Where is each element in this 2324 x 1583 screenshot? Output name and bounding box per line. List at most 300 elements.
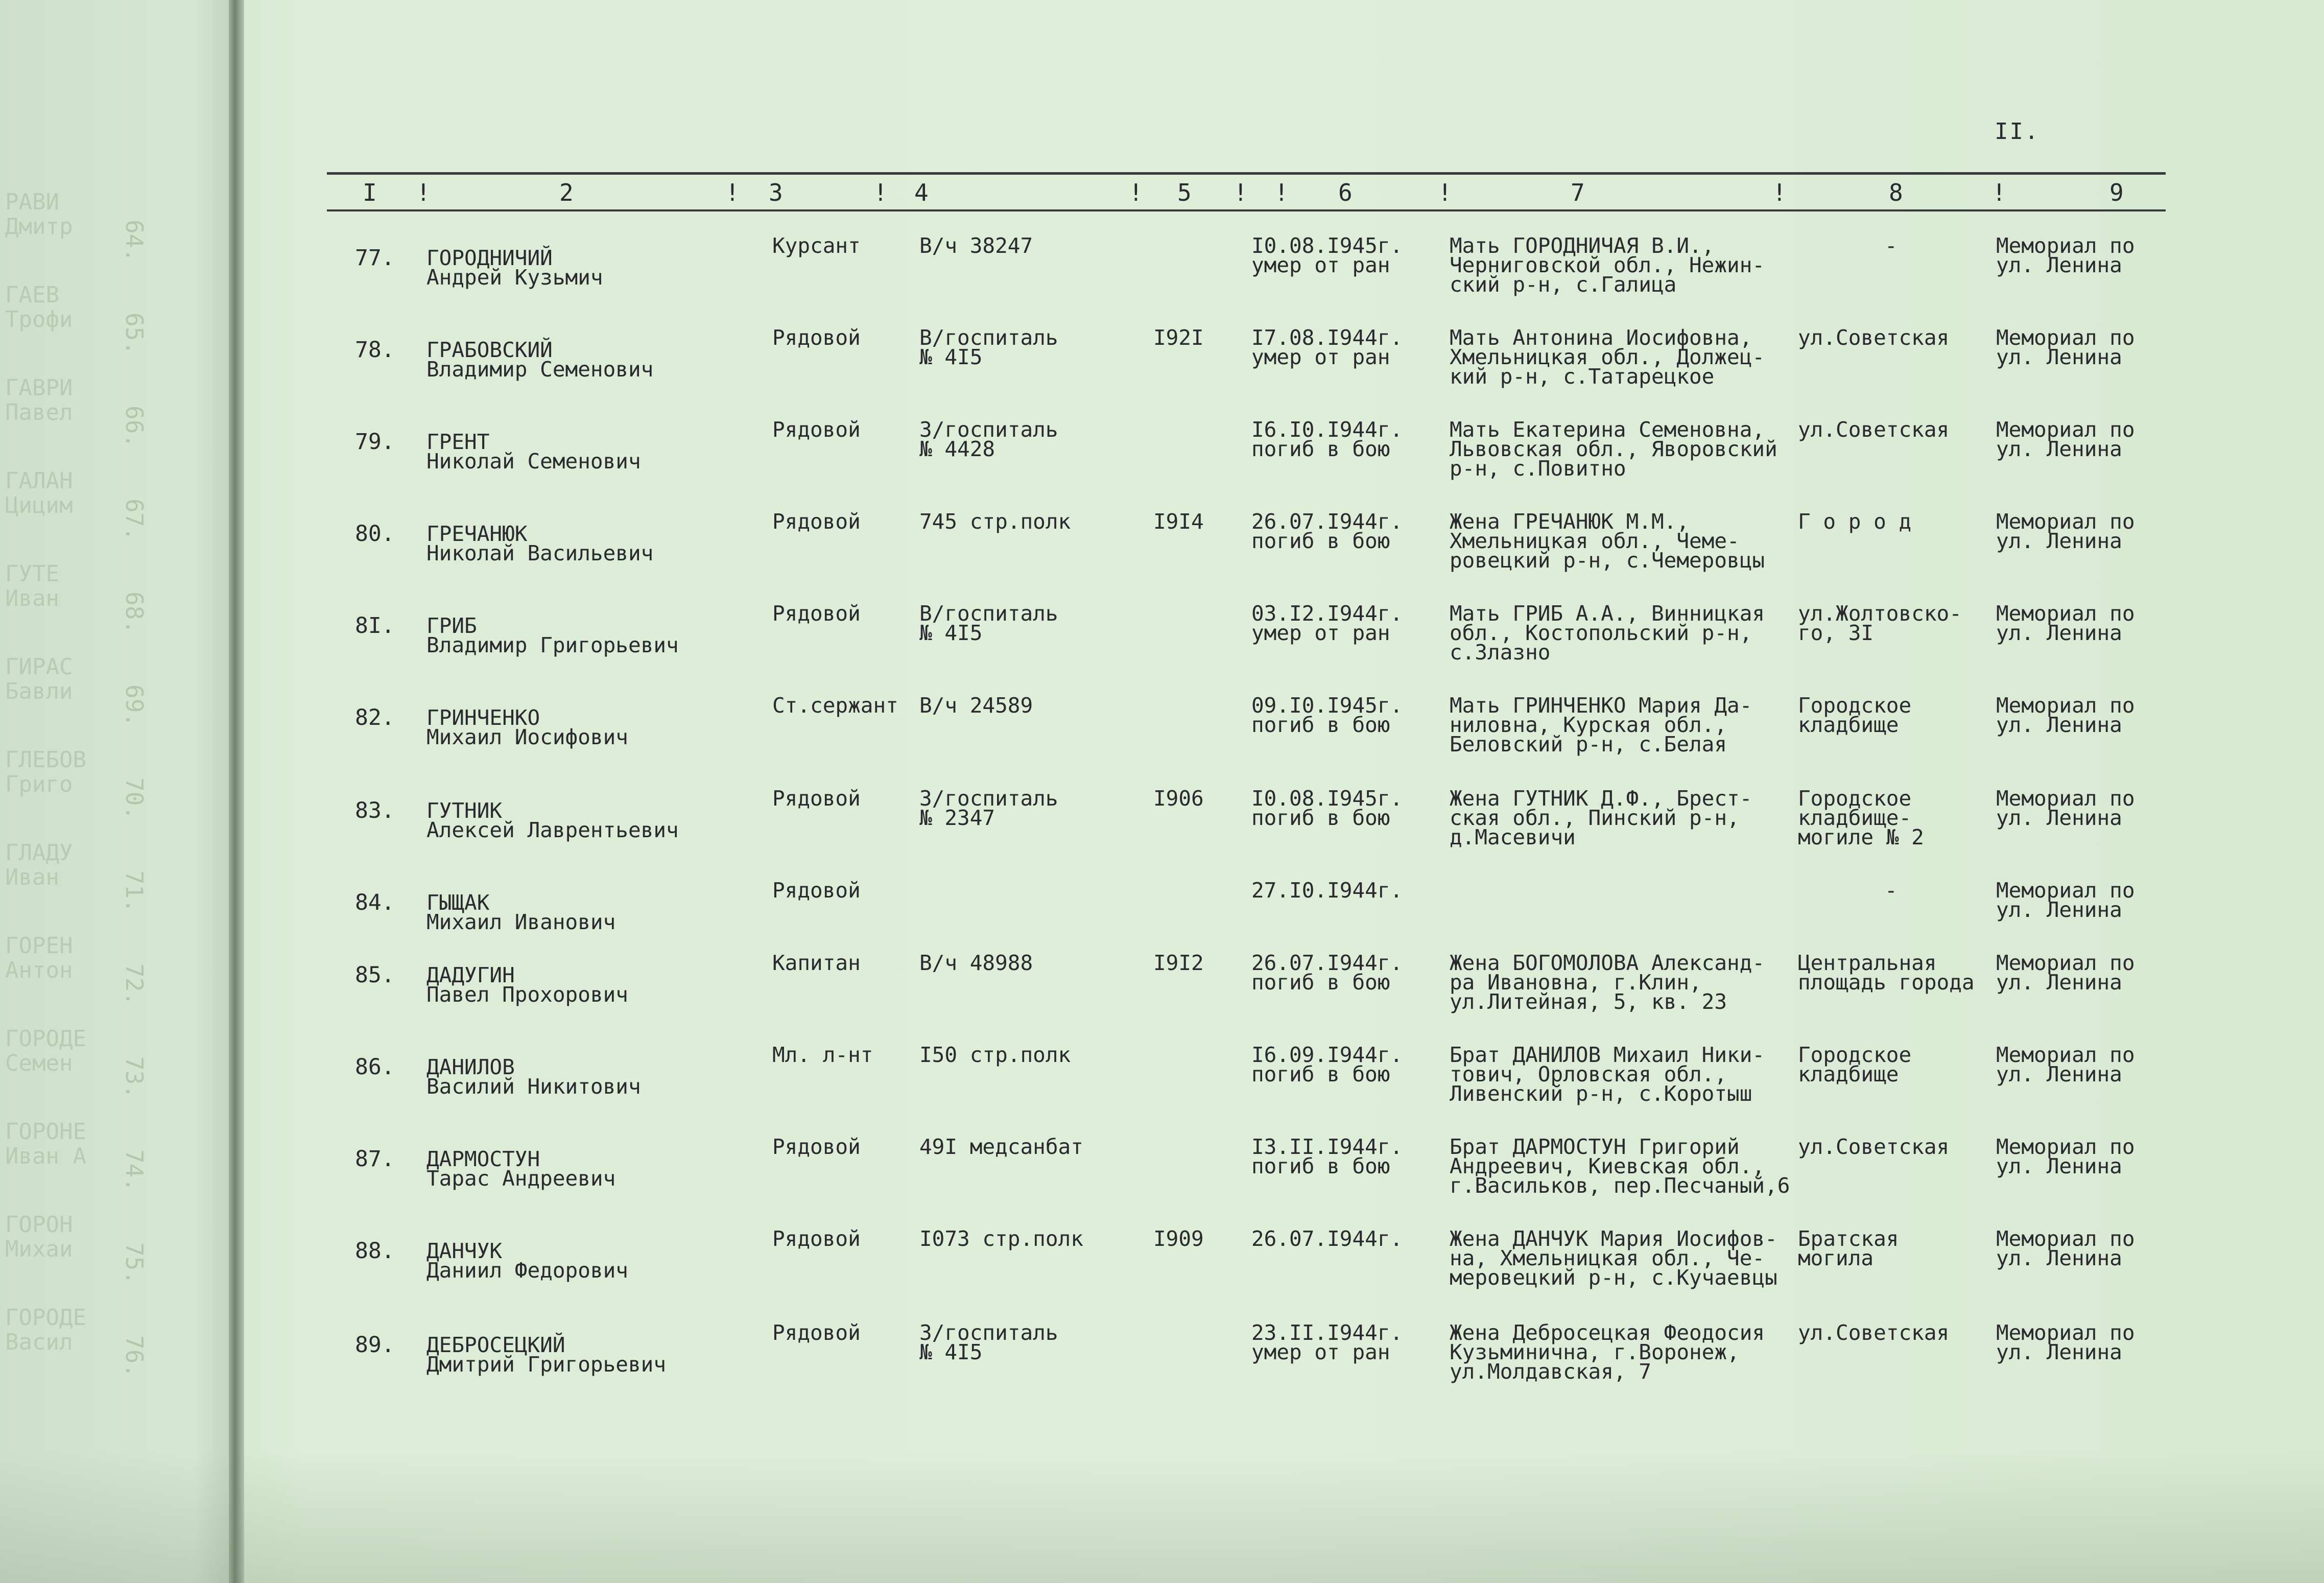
register-entry bbox=[0, 1045, 2324, 1132]
entry-date bbox=[1251, 509, 1403, 553]
entry-date-line: I3.II.I944г. bbox=[1251, 1135, 1403, 1159]
entry-rank: Рядовой bbox=[772, 786, 861, 811]
entry-burial-place-line: могиле № 2 bbox=[1798, 825, 1924, 849]
entry-burial-place bbox=[1885, 233, 1898, 258]
entry-relatives-line: тович, Орловская обл., bbox=[1450, 1062, 1727, 1086]
entry-number: 89. bbox=[355, 1332, 395, 1358]
entry-unit-line: № 4428 bbox=[919, 437, 995, 461]
entry-burial-place-line: ул.Советская bbox=[1798, 1320, 1950, 1345]
entry-name bbox=[426, 890, 616, 934]
entry-name-line: Николай Васильевич bbox=[426, 541, 654, 565]
entry-burial-place bbox=[1798, 1135, 1950, 1159]
entry-date-line: погиб в бою bbox=[1251, 806, 1390, 830]
entry-number: 82. bbox=[355, 705, 395, 730]
entry-memorial bbox=[1996, 601, 2135, 645]
entry-memorial-line: ул. Ленина bbox=[1996, 1154, 2122, 1178]
column-separator: ! bbox=[725, 179, 740, 206]
entry-memorial bbox=[1996, 325, 2135, 369]
column-header-1: I bbox=[363, 179, 377, 206]
entry-burial-place bbox=[1798, 509, 1912, 534]
entry-rank: Рядовой bbox=[772, 1226, 861, 1251]
left-page-text-fragment: Иван bbox=[5, 864, 59, 890]
entry-burial-place-line: Городское bbox=[1798, 786, 1912, 811]
entry-date bbox=[1251, 325, 1403, 369]
entry-rank: Рядовой bbox=[772, 325, 861, 350]
entry-memorial bbox=[1996, 786, 2135, 830]
entry-relatives bbox=[1450, 786, 1752, 849]
entry-relatives-line: ский р-н, с.Галица bbox=[1450, 272, 1677, 297]
left-page-text-fragment: ГАЛАН bbox=[5, 468, 73, 494]
entry-name-line: ДАНИЛОВ bbox=[426, 1055, 515, 1079]
entry-burial-place-line: кладбище- bbox=[1798, 806, 1912, 830]
entry-name-line: ГОРОДНИЧИЙ bbox=[426, 246, 553, 270]
entry-name bbox=[426, 430, 641, 474]
entry-name-line: ГРЕЧАНЮК bbox=[426, 522, 528, 546]
entry-date bbox=[1251, 693, 1403, 737]
entry-unit-line: В/ч 38247 bbox=[919, 233, 1033, 258]
entry-date-line: умер от ран bbox=[1251, 345, 1390, 369]
entry-unit bbox=[919, 1226, 1083, 1251]
entry-relatives-line: ра Ивановна, г.Клин, bbox=[1450, 970, 1702, 995]
entry-relatives-line: ул.Литейная, 5, кв. 23 bbox=[1450, 989, 1727, 1014]
entry-memorial-line: ул. Ленина bbox=[1996, 529, 2122, 553]
left-page-text-fragment: ГОРОН bbox=[5, 1212, 73, 1238]
entry-number: 80. bbox=[355, 521, 395, 547]
entry-name-line: ГРАБОВСКИЙ bbox=[426, 338, 553, 362]
column-separator: ! bbox=[1129, 179, 1143, 206]
entry-unit-line: I50 стр.полк bbox=[919, 1043, 1071, 1067]
entry-unit-line: З/госпиталь bbox=[919, 417, 1058, 442]
entry-memorial bbox=[1996, 1320, 2135, 1364]
entry-number: 79. bbox=[355, 429, 395, 455]
entry-rank: Рядовой bbox=[772, 601, 861, 626]
entry-relatives-line: ровецкий р-н, с.Чемеровцы bbox=[1450, 548, 1765, 573]
entry-name-line: ГРИНЧЕНКО bbox=[426, 705, 540, 730]
entry-date-line: погиб в бою bbox=[1251, 437, 1390, 461]
entry-unit-line: З/госпиталь bbox=[919, 786, 1058, 811]
entry-name bbox=[426, 246, 603, 290]
entry-name-line: Николай Семенович bbox=[426, 449, 641, 474]
entry-relatives-line: Черниговской обл., Нежин- bbox=[1450, 253, 1765, 277]
entry-date-line: погиб в бою bbox=[1251, 1154, 1390, 1178]
entry-burial-place bbox=[1798, 951, 1975, 995]
column-header-6: 6 bbox=[1338, 179, 1353, 206]
entry-number: 83. bbox=[355, 798, 395, 823]
entry-name-line: Владимир Семенович bbox=[426, 357, 654, 382]
entry-memorial-line: Мемориал по bbox=[1996, 786, 2135, 811]
entry-number: 84. bbox=[355, 890, 395, 915]
entry-name bbox=[426, 1147, 616, 1191]
entry-memorial bbox=[1996, 1137, 2135, 1176]
entry-unit bbox=[919, 693, 1033, 718]
left-page-text-fragment: ГОРОДЕ bbox=[5, 1305, 86, 1331]
header-top-rule bbox=[327, 172, 2166, 175]
entry-memorial-line: ул. Ленина bbox=[1996, 621, 2122, 645]
entry-name-line: Андрей Кузьмич bbox=[426, 265, 603, 290]
entry-date bbox=[1251, 878, 1403, 903]
left-page-number-fragment: 75. bbox=[121, 1242, 148, 1285]
register-entry bbox=[0, 786, 2324, 876]
left-page-number-fragment: 64. bbox=[121, 220, 148, 263]
register-entry bbox=[0, 509, 2324, 599]
entry-date bbox=[1251, 951, 1403, 995]
entry-burial-place bbox=[1798, 1320, 1950, 1345]
entry-name-line: ГРИБ bbox=[426, 613, 477, 638]
entry-unit bbox=[919, 233, 1033, 258]
entry-relatives-line: ская обл., Пинский р-н, bbox=[1450, 806, 1740, 830]
entry-relatives-line: Брат ДАНИЛОВ Михаил Ники- bbox=[1450, 1043, 1765, 1067]
entry-number: 88. bbox=[355, 1238, 395, 1264]
entry-relatives-line: Брат ДАРМОСТУН Григорий bbox=[1450, 1135, 1740, 1159]
entry-date-line: погиб в бою bbox=[1251, 1062, 1390, 1086]
entry-date-line: 09.I0.I945г. bbox=[1251, 693, 1403, 718]
entry-relatives-line: на, Хмельницкая обл., Че- bbox=[1450, 1246, 1765, 1270]
entry-relatives-line: Ливенский р-н, с.Коротыш bbox=[1450, 1081, 1752, 1106]
entry-date bbox=[1251, 1226, 1403, 1251]
entry-unit bbox=[919, 509, 1071, 534]
entry-rank: Рядовой bbox=[772, 417, 861, 442]
entry-unit bbox=[919, 786, 1058, 830]
entry-relatives bbox=[1450, 1135, 1790, 1198]
entry-name-line: ГЫЩАК bbox=[426, 890, 490, 915]
entry-burial-place bbox=[1798, 786, 1924, 849]
entry-date-line: 27.I0.I944г. bbox=[1251, 878, 1403, 903]
left-page-text-fragment: ГАЕВ bbox=[5, 282, 59, 308]
entry-rank: Рядовой bbox=[772, 878, 861, 903]
entry-rank: Рядовой bbox=[772, 1320, 861, 1345]
entry-relatives-line: р-н, с.Повитно bbox=[1450, 456, 1626, 481]
left-page-text-fragment: ГЛЕБОВ bbox=[5, 747, 86, 773]
entry-relatives-line: ул.Молдавская, 7 bbox=[1450, 1359, 1651, 1384]
entry-date bbox=[1251, 1045, 1403, 1084]
entry-unit-line: I073 стр.полк bbox=[919, 1226, 1083, 1251]
entry-unit bbox=[919, 1320, 1058, 1364]
register-entry bbox=[0, 417, 2324, 507]
register-entry bbox=[0, 953, 2324, 1040]
entry-relatives bbox=[1450, 509, 1765, 573]
entry-burial-place bbox=[1798, 325, 1950, 350]
entry-unit-line: В/ч 24589 bbox=[919, 693, 1033, 718]
left-page-number-fragment: 74. bbox=[121, 1149, 148, 1192]
column-separator: ! bbox=[1772, 179, 1787, 206]
entry-memorial bbox=[1996, 693, 2135, 737]
left-page-text-fragment: Трофи bbox=[5, 306, 73, 333]
left-page-text-fragment: ГЛАДУ bbox=[5, 840, 73, 866]
entry-birth-year: I909 bbox=[1153, 1226, 1204, 1251]
register-entry bbox=[0, 233, 2324, 323]
entry-name-line: Владимир Григорьевич bbox=[426, 633, 679, 657]
entry-name bbox=[426, 613, 679, 657]
left-page-number-fragment: 71. bbox=[121, 870, 148, 913]
header-bottom-rule bbox=[327, 209, 2166, 211]
left-page-text-fragment: Семен bbox=[5, 1050, 73, 1076]
entry-relatives-line: Беловский р-н, с.Белая bbox=[1450, 732, 1727, 757]
entry-name-line: ДАНЧУК bbox=[426, 1239, 503, 1263]
entry-date bbox=[1251, 233, 1403, 277]
entry-date-line: 26.07.I944г. bbox=[1251, 951, 1403, 975]
entry-memorial bbox=[1996, 417, 2135, 461]
entry-burial-place-line: Городское bbox=[1798, 1043, 1912, 1067]
column-separator: ! bbox=[416, 179, 431, 206]
entry-relatives-line: Мать ГОРОДНИЧАЯ В.И., bbox=[1450, 233, 1715, 258]
entry-date-line: 23.II.I944г. bbox=[1251, 1320, 1403, 1345]
column-header-7: 7 bbox=[1571, 179, 1585, 206]
entry-name-line: ГРЕНТ bbox=[426, 430, 490, 454]
entry-date-line: I6.09.I944г. bbox=[1251, 1043, 1403, 1067]
entry-number: 87. bbox=[355, 1146, 395, 1172]
register-entry bbox=[0, 325, 2324, 415]
entry-name-line: Василий Никитович bbox=[426, 1074, 641, 1099]
entry-relatives bbox=[1450, 233, 1765, 297]
left-page-number-fragment: 76. bbox=[121, 1335, 148, 1378]
entry-rank: Ст.сержант bbox=[772, 693, 898, 718]
column-header-9: 9 bbox=[2109, 179, 2124, 206]
entry-name bbox=[426, 705, 628, 749]
left-page-text-fragment: РАВИ bbox=[5, 189, 59, 215]
entry-date-line: умер от ран bbox=[1251, 1340, 1390, 1364]
entry-birth-year: I9I4 bbox=[1153, 509, 1204, 534]
column-header-4: 4 bbox=[914, 179, 929, 206]
left-page-number-fragment: 68. bbox=[121, 592, 148, 634]
entry-burial-place-line: кладбище bbox=[1798, 1062, 1899, 1086]
entry-memorial bbox=[1996, 509, 2135, 553]
entry-relatives bbox=[1450, 325, 1765, 389]
entry-burial-place-line: Городское bbox=[1798, 693, 1912, 718]
entry-date-line: погиб в бою bbox=[1251, 529, 1390, 553]
entry-burial-place-line: - bbox=[1885, 233, 1898, 258]
entry-memorial-line: ул. Ленина bbox=[1996, 253, 2122, 277]
entry-rank: Капитан bbox=[772, 951, 861, 975]
entry-burial-place-line: ул.Жолтовско- bbox=[1798, 601, 1962, 626]
entry-number: 8I. bbox=[355, 613, 395, 639]
entry-relatives-line: Львовская обл., Яворовский bbox=[1450, 437, 1777, 461]
entry-burial-place bbox=[1798, 601, 1962, 645]
entry-name-line: ДАРМОСТУН bbox=[426, 1147, 540, 1171]
entry-memorial bbox=[1996, 233, 2135, 277]
column-separator: ! bbox=[1438, 179, 1452, 206]
entry-relatives-line: Кузьминична, г.Воронеж, bbox=[1450, 1340, 1740, 1364]
entry-date-line: I7.08.I944г. bbox=[1251, 325, 1403, 350]
entry-memorial-line: Мемориал по bbox=[1996, 601, 2135, 626]
entry-name-line: Павел Прохорович bbox=[426, 982, 628, 1007]
entry-rank: Рядовой bbox=[772, 1135, 861, 1159]
entry-memorial bbox=[1996, 951, 2135, 995]
register-entry bbox=[0, 1320, 2324, 1410]
entry-relatives bbox=[1450, 1320, 1765, 1384]
left-page-number-fragment: 72. bbox=[121, 963, 148, 1006]
entry-name-line: ГУТНИК bbox=[426, 798, 503, 823]
entry-relatives-line: Жена Дебросецкая Феодосия bbox=[1450, 1320, 1765, 1345]
column-separator: ! bbox=[1274, 179, 1289, 206]
entry-memorial-line: Мемориал по bbox=[1996, 1320, 2135, 1345]
column-header-3: 3 bbox=[769, 179, 783, 206]
entry-date bbox=[1251, 786, 1403, 830]
entry-name bbox=[426, 338, 654, 382]
left-page-text-fragment: ГУТЕ bbox=[5, 561, 59, 587]
entry-relatives-line: Мать ГРИБ А.А., Винницкая bbox=[1450, 601, 1765, 626]
entry-name bbox=[426, 524, 653, 563]
entry-burial-place-line: Братская bbox=[1798, 1226, 1899, 1251]
entry-burial-place-line: могила bbox=[1798, 1246, 1874, 1270]
entry-memorial-line: Мемориал по bbox=[1996, 325, 2135, 350]
entry-rank: Мл. л-нт bbox=[772, 1043, 873, 1067]
left-page-number-fragment: 67. bbox=[121, 499, 148, 541]
left-page-text-fragment: Васил bbox=[5, 1329, 73, 1355]
entry-memorial-line: Мемориал по bbox=[1996, 417, 2135, 442]
entry-memorial-line: ул. Ленина bbox=[1996, 1062, 2122, 1086]
entry-date-line: умер от ран bbox=[1251, 253, 1390, 277]
entry-relatives bbox=[1450, 951, 1765, 1014]
entry-relatives-line: Хмельницкая обл., Чеме- bbox=[1450, 529, 1740, 553]
entry-relatives bbox=[1450, 693, 1752, 757]
entry-unit-line: № 4I5 bbox=[919, 345, 983, 369]
entry-rank: Курсант bbox=[772, 233, 861, 258]
page-number: II. bbox=[1995, 119, 2040, 145]
entry-memorial-line: Мемориал по bbox=[1996, 509, 2135, 534]
entry-unit bbox=[919, 1045, 1071, 1065]
entry-relatives-line: с.Злазно bbox=[1450, 640, 1551, 665]
entry-date-line: умер от ран bbox=[1251, 621, 1390, 645]
left-page-text-fragment: Дмитр bbox=[5, 214, 73, 240]
entry-name-line: ДАДУГИН bbox=[426, 963, 515, 987]
entry-relatives bbox=[1450, 1226, 1777, 1290]
entry-relatives-line: Жена ГРЕЧАНЮК М.М., bbox=[1450, 509, 1689, 534]
left-page-text-fragment: Антон bbox=[5, 957, 73, 983]
left-page-text-fragment: Цицим bbox=[5, 492, 73, 518]
entry-unit bbox=[919, 953, 1033, 973]
entry-burial-place bbox=[1798, 693, 1912, 737]
entry-unit-line: З/госпиталь bbox=[919, 1320, 1058, 1345]
entry-relatives bbox=[1450, 417, 1777, 481]
left-page-number-fragment: 70. bbox=[121, 777, 148, 820]
entry-name bbox=[426, 963, 628, 1007]
entry-date-line: погиб в бою bbox=[1251, 713, 1390, 737]
left-page-number-fragment: 66. bbox=[121, 406, 148, 448]
entry-unit-line: В/госпиталь bbox=[919, 325, 1058, 350]
entry-relatives-line: Андреевич, Киевская обл., bbox=[1450, 1154, 1765, 1178]
left-page-text-fragment: Михаи bbox=[5, 1236, 73, 1262]
entry-memorial bbox=[1996, 878, 2135, 922]
register-entry bbox=[0, 1226, 2324, 1316]
entry-memorial-line: Мемориал по bbox=[1996, 1226, 2135, 1251]
left-page-text-fragment: Бавли bbox=[5, 678, 73, 704]
entry-unit-line: № 4I5 bbox=[919, 1340, 983, 1364]
entry-unit bbox=[919, 601, 1058, 645]
register-entry bbox=[0, 1137, 2324, 1224]
entry-relatives-line: Жена ГУТНИК Д.Ф., Брест- bbox=[1450, 786, 1752, 811]
entry-date bbox=[1251, 1137, 1403, 1176]
left-page-text-fragment: ГАВРИ bbox=[5, 375, 73, 401]
entry-number: 77. bbox=[355, 245, 395, 271]
left-page-number-fragment: 65. bbox=[121, 313, 148, 356]
entry-memorial-line: ул. Ленина bbox=[1996, 345, 2122, 369]
entry-memorial-line: ул. Ленина bbox=[1996, 1246, 2122, 1270]
column-header-row bbox=[327, 179, 2166, 208]
entry-birth-year: I9I2 bbox=[1153, 951, 1204, 975]
entry-unit-line: 745 стр.полк bbox=[919, 509, 1071, 534]
entry-date bbox=[1251, 601, 1403, 645]
entry-name-line: Алексей Лаврентьевич bbox=[426, 818, 679, 842]
left-page-text-fragment: Григо bbox=[5, 771, 73, 797]
left-page-number-fragment: 73. bbox=[121, 1056, 148, 1099]
page-shadow bbox=[0, 1451, 2324, 1583]
entry-name-line: ДЕБРОСЕЦКИЙ bbox=[426, 1333, 565, 1357]
entry-date-line: I0.08.I945г. bbox=[1251, 233, 1403, 258]
column-header-8: 8 bbox=[1889, 179, 1903, 206]
entry-burial-place-line: Центральная bbox=[1798, 951, 1937, 975]
entry-name bbox=[426, 798, 679, 842]
entry-relatives-line: меровецкий р-н, с.Кучаевцы bbox=[1450, 1265, 1777, 1290]
entry-relatives-line: Мать ГРИНЧЕНКО Мария Да- bbox=[1450, 693, 1752, 718]
entry-memorial-line: ул. Ленина bbox=[1996, 897, 2122, 922]
entry-memorial bbox=[1996, 1226, 2135, 1270]
entry-burial-place bbox=[1798, 417, 1950, 442]
entry-relatives-line: Мать Екатерина Семеновна, bbox=[1450, 417, 1765, 442]
entry-burial-place-line: го, 3I bbox=[1798, 621, 1874, 645]
entry-relatives-line: Жена ДАНЧУК Мария Иосифов- bbox=[1450, 1226, 1777, 1251]
entry-rank: Рядовой bbox=[772, 509, 861, 534]
entry-relatives-line: обл., Костопольский р-н, bbox=[1450, 621, 1752, 645]
entry-unit-line: 49I медсанбат bbox=[919, 1135, 1083, 1159]
entry-memorial-line: Мемориал по bbox=[1996, 878, 2135, 903]
entry-date-line: I0.08.I945г. bbox=[1251, 786, 1403, 811]
entry-burial-place-line: ул.Советская bbox=[1798, 325, 1950, 350]
left-page-text-fragment: Иван bbox=[5, 585, 59, 611]
entry-memorial bbox=[1996, 1045, 2135, 1084]
entry-burial-place-line: площадь города bbox=[1798, 970, 1975, 995]
entry-relatives-line: ниловна, Курская обл., bbox=[1450, 713, 1727, 737]
left-page-text-fragment: ГОРЕН bbox=[5, 933, 73, 959]
entry-memorial-line: ул. Ленина bbox=[1996, 970, 2122, 995]
entry-name-line: Михаил Иосифович bbox=[426, 725, 628, 749]
entry-burial-place-line: - bbox=[1885, 878, 1898, 903]
entry-date bbox=[1251, 417, 1403, 461]
entry-name bbox=[426, 1055, 641, 1099]
entry-memorial-line: ул. Ленина bbox=[1996, 1340, 2122, 1364]
left-page-text-fragment: Павел bbox=[5, 399, 73, 426]
entry-unit bbox=[919, 417, 1058, 461]
left-page-text-fragment: ГИРАС bbox=[5, 654, 73, 680]
register-entry bbox=[0, 693, 2324, 783]
entry-unit-line: № 4I5 bbox=[919, 621, 983, 645]
entry-relatives bbox=[1450, 1043, 1765, 1106]
entry-relatives-line: Жена БОГОМОЛОВА Александ- bbox=[1450, 951, 1765, 975]
entry-number: 85. bbox=[355, 962, 395, 988]
entry-memorial-line: Мемориал по bbox=[1996, 1043, 2135, 1067]
entry-date-line: I6.I0.I944г. bbox=[1251, 417, 1403, 442]
entry-number: 86. bbox=[355, 1054, 395, 1080]
entry-date-line: 03.I2.I944г. bbox=[1251, 601, 1403, 626]
entry-unit-line: № 2347 bbox=[919, 806, 995, 830]
entry-burial-place-line: ул.Советская bbox=[1798, 1135, 1950, 1159]
entry-name-line: Михаил Иванович bbox=[426, 910, 616, 934]
entry-burial-place-line: кладбище bbox=[1798, 713, 1899, 737]
column-separator: ! bbox=[1234, 179, 1248, 206]
entry-unit-line: В/госпиталь bbox=[919, 601, 1058, 626]
entry-name-line: Дмитрий Григорьевич bbox=[426, 1352, 666, 1377]
entry-relatives bbox=[1450, 601, 1765, 665]
entry-birth-year: I92I bbox=[1153, 325, 1204, 350]
entry-memorial-line: Мемориал по bbox=[1996, 951, 2135, 975]
entry-date bbox=[1251, 1320, 1403, 1364]
entry-name-line: Даниил Федорович bbox=[426, 1258, 628, 1283]
entry-burial-place-line: Г о р о д bbox=[1798, 509, 1912, 534]
entry-burial-place bbox=[1885, 878, 1898, 903]
entry-memorial-line: ул. Ленина bbox=[1996, 806, 2122, 830]
column-header-5: 5 bbox=[1177, 179, 1192, 206]
entry-name bbox=[426, 1239, 628, 1283]
register-entry bbox=[0, 601, 2324, 691]
